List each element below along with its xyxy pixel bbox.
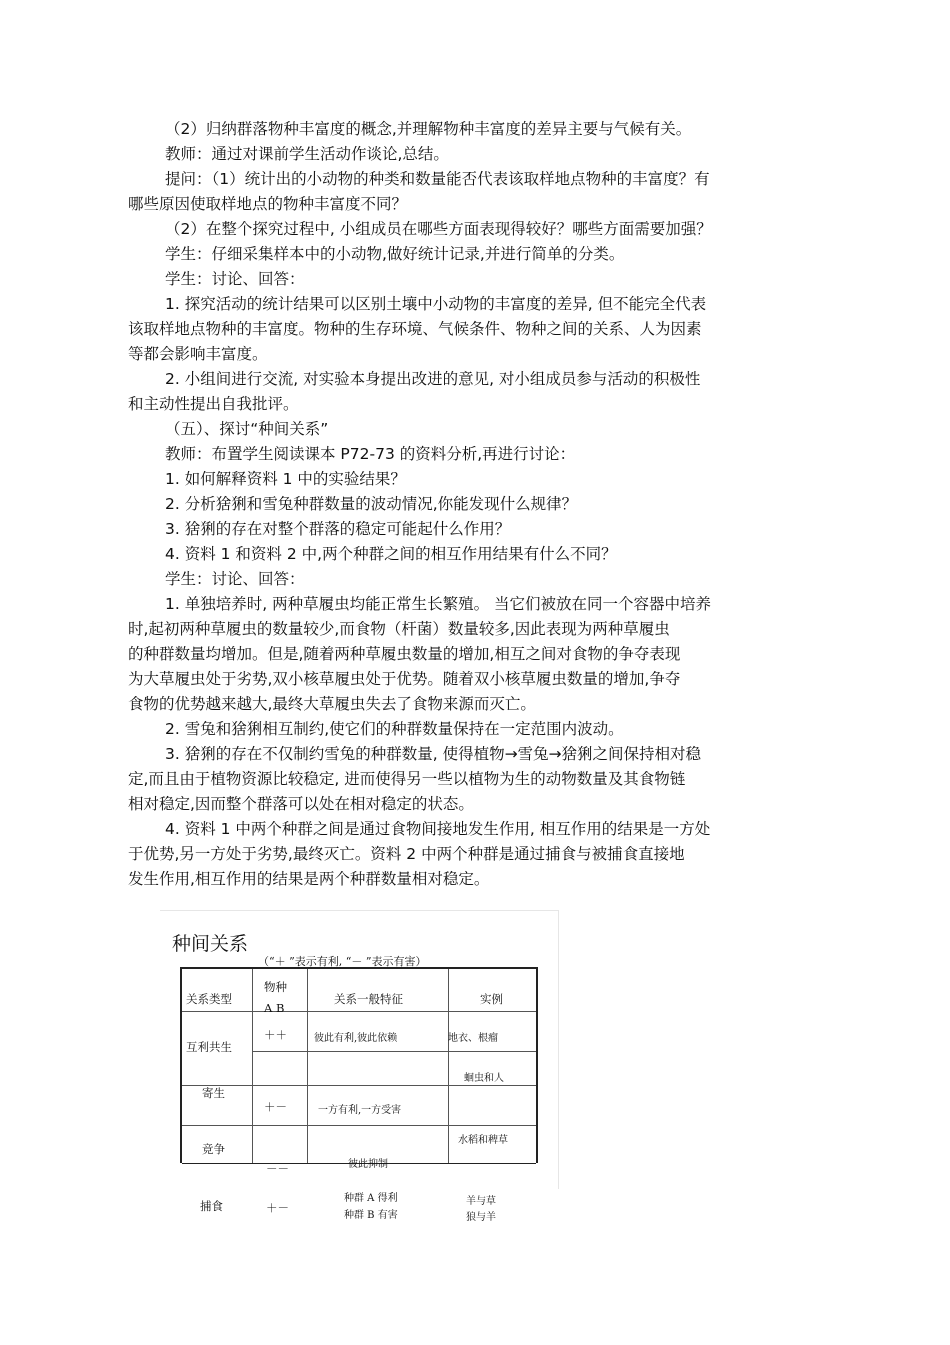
table-divider xyxy=(252,969,253,1163)
header-relation-type: 关系类型 xyxy=(186,992,232,1006)
row-example: 水稻和稗草 xyxy=(458,1135,508,1146)
text-line: 1. 如何解释资料 1 中的实验结果？ xyxy=(165,470,406,488)
text-line: 2. 分析猞猁和雪兔种群数量的波动情况,你能发现什么规律？ xyxy=(165,495,578,513)
table-divider xyxy=(252,1051,536,1052)
text-line: （2）归纳群落物种丰富度的概念,并理解物种丰富度的差异主要与气候有关。 xyxy=(165,120,692,138)
text-line: 3. 猞猁的存在不仅制约雪兔的种群数量, 使得植物→雪兔→猞猁之间保持相对稳 xyxy=(165,745,702,763)
text-line: 4. 资料 1 中两个种群之间是通过食物间接地发生作用, 相互作用的结果是一方处 xyxy=(165,820,711,838)
text-line: 1. 单独培养时, 两种草履虫均能正常生长繁殖。 当它们被放在同一个容器中培养 xyxy=(165,595,711,613)
text-line: 学生：讨论、回答： xyxy=(165,270,305,288)
figure-note: （“＋ ”表示有利, “－ ”表示有害） xyxy=(258,955,427,968)
table-divider xyxy=(182,1011,536,1012)
header-species: 物种 xyxy=(264,980,287,994)
row-type: 寄生 xyxy=(202,1086,225,1100)
text-line: 时,起初两种草履虫的数量较少,而食物（杆菌）数量较多,因此表现为两种草履虫 xyxy=(128,620,670,638)
text-line: （五）、探讨“种间关系” xyxy=(165,420,329,438)
text-line: 食物的优势越来越大,最终大草履虫失去了食物来源而灭亡。 xyxy=(128,695,536,713)
text-line: 学生：讨论、回答： xyxy=(165,570,305,588)
row-sign: ＋－ xyxy=(266,1201,289,1215)
row-feature: 一方有利,一方受害 xyxy=(318,1105,402,1116)
species-relation-figure xyxy=(160,910,559,1189)
text-line: 学生：仔细采集样本中的小动物,做好统计记录,并进行简单的分类。 xyxy=(165,245,625,263)
text-line: 教师：通过对课前学生活动作谈论,总结。 xyxy=(165,145,449,163)
row-example-line2: 狼与羊 xyxy=(466,1212,496,1223)
table-divider xyxy=(307,969,308,1163)
header-feature: 关系一般特征 xyxy=(334,992,403,1006)
row-sign: －－ xyxy=(266,1162,289,1176)
relation-table xyxy=(180,967,538,1163)
text-line: 2. 小组间进行交流, 对实验本身提出改进的意见, 对小组成员参与活动的积极性 xyxy=(165,370,701,388)
row-example: 蛔虫和人 xyxy=(464,1073,504,1084)
row-feature-line1: 种群 A 得利 xyxy=(344,1193,398,1204)
text-line: 3. 猞猁的存在对整个群落的稳定可能起什么作用？ xyxy=(165,520,511,538)
text-line: 和主动性提出自我批评。 xyxy=(128,395,299,413)
row-sign: ＋－ xyxy=(264,1100,287,1114)
text-line: 2. 雪兔和猞猁相互制约,使它们的种群数量保持在一定范围内波动。 xyxy=(165,720,624,738)
text-line: 定,而且由于植物资源比较稳定, 进而使得另一些以植物为生的动物数量及其食物链 xyxy=(128,770,686,788)
text-line: 发生作用,相互作用的结果是两个种群数量相对稳定。 xyxy=(128,870,490,888)
row-type: 捕食 xyxy=(200,1199,223,1213)
row-sign: ＋＋ xyxy=(264,1028,287,1042)
text-line: 等都会影响丰富度。 xyxy=(128,345,268,363)
text-line: 为大草履虫处于劣势,双小核草履虫处于优势。随着双小核草履虫数量的增加,争夺 xyxy=(128,670,681,688)
text-line: 1. 探究活动的统计结果可以区别土壤中小动物的丰富度的差异, 但不能完全代表 xyxy=(165,295,707,313)
row-example: 地衣、根瘤 xyxy=(448,1033,498,1044)
text-line: 4. 资料 1 和资料 2 中,两个种群之间的相互作用结果有什么不同？ xyxy=(165,545,617,563)
row-feature-line2: 种群 B 有害 xyxy=(344,1210,398,1221)
text-line: 教师：布置学生阅读课本 P72-73 的资料分析,再进行讨论： xyxy=(165,445,576,463)
row-type: 互利共生 xyxy=(186,1040,232,1054)
row-type: 竞争 xyxy=(202,1142,225,1156)
table-divider xyxy=(448,969,449,1163)
header-example: 实例 xyxy=(480,992,503,1006)
table-divider xyxy=(182,1085,536,1086)
text-line: 的种群数量均增加。但是,随着两种草履虫数量的增加,相互之间对食物的争夺表现 xyxy=(128,645,681,663)
header-species-ab: A B xyxy=(264,1001,285,1015)
text-line: 该取样地点物种的丰富度。物种的生存环境、气候条件、物种之间的关系、人为因素 xyxy=(128,320,702,338)
figure-title: 种间关系 xyxy=(172,933,249,955)
row-example-line1: 羊与草 xyxy=(466,1196,496,1207)
text-line: 提问：（1）统计出的小动物的种类和数量能否代表该取样地点物种的丰富度？有 xyxy=(165,170,710,188)
text-line: 于优势,另一方处于劣势,最终灭亡。资料 2 中两个种群是通过捕食与被捕食直接地 xyxy=(128,845,685,863)
text-line: （2）在整个探究过程中, 小组成员在哪些方面表现得较好？哪些方面需要加强？ xyxy=(165,220,712,238)
text-line: 相对稳定,因而整个群落可以处在相对稳定的状态。 xyxy=(128,795,474,813)
table-divider xyxy=(182,1125,536,1126)
text-line: 哪些原因使取样地点的物种丰富度不同？ xyxy=(128,195,408,213)
row-feature: 彼此抑制 xyxy=(348,1159,388,1170)
row-feature: 彼此有利,彼此依赖 xyxy=(314,1033,398,1044)
